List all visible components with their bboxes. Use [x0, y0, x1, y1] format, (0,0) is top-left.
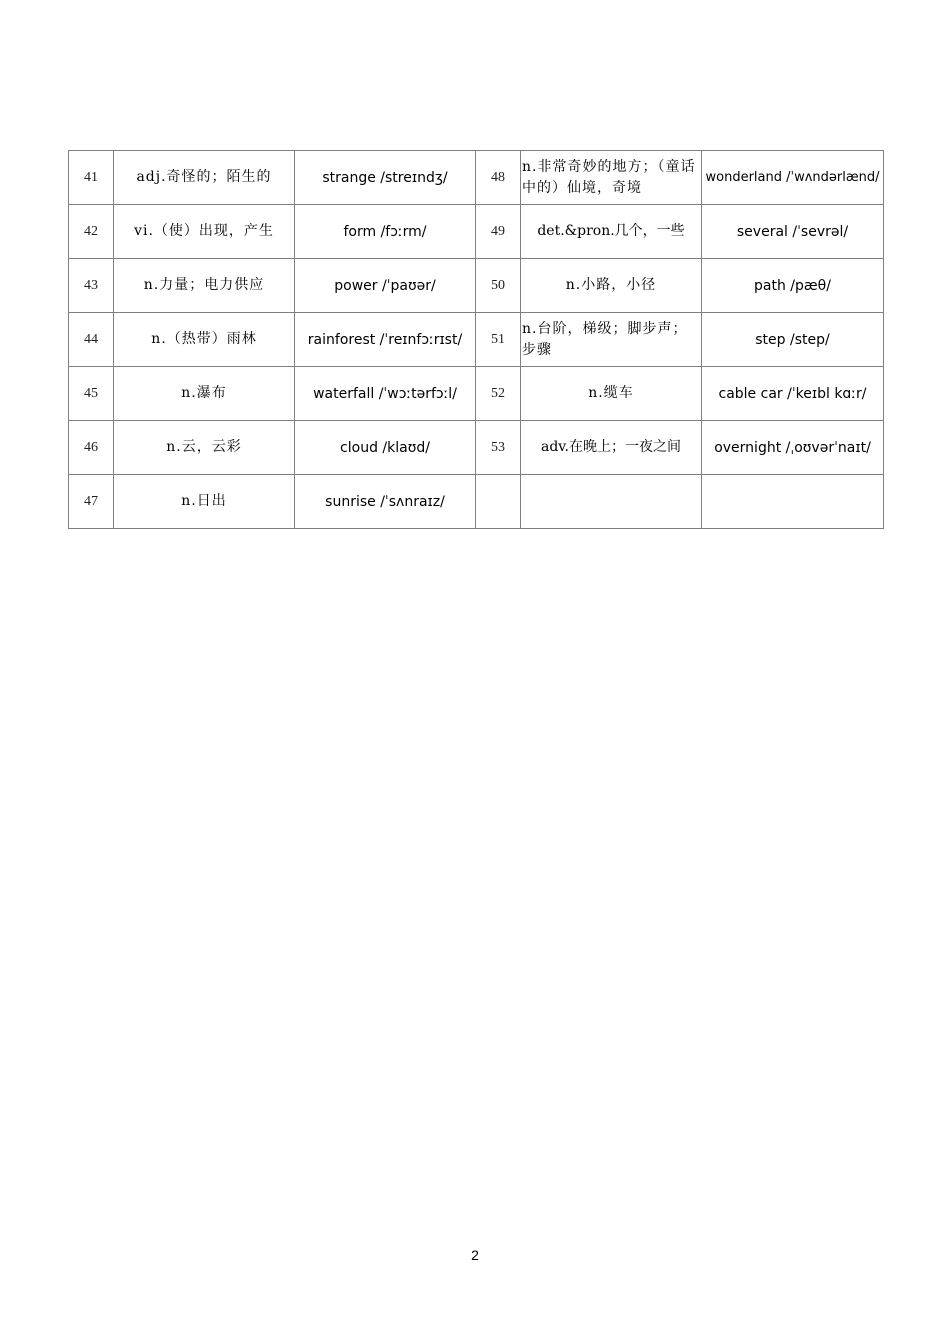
entry-number: 41 [69, 151, 114, 205]
table-row [69, 205, 884, 259]
chinese-meaning: det.&pron.几个，一些 [521, 205, 702, 259]
table-row [69, 421, 884, 475]
chinese-meaning: n.日出 [114, 475, 295, 529]
chinese-meaning: n.（热带）雨林 [114, 313, 295, 367]
table-row [69, 259, 884, 313]
entry-number: 43 [69, 259, 114, 313]
table-row [69, 313, 884, 367]
entry-number: 47 [69, 475, 114, 529]
english-word: overnight /ˌoʊvərˈnaɪt/ [702, 421, 884, 475]
entry-number: 51 [476, 313, 521, 367]
english-word: waterfall /ˈwɔːtərfɔːl/ [295, 367, 476, 421]
chinese-meaning: vi.（使）出现，产生 [114, 205, 295, 259]
entry-number: 52 [476, 367, 521, 421]
chinese-meaning: n.非常奇妙的地方；（童话中的）仙境，奇境 [521, 151, 702, 205]
table-row [69, 475, 884, 529]
english-word: several /ˈsevrəl/ [702, 205, 884, 259]
english-word: step /step/ [702, 313, 884, 367]
entry-number: 50 [476, 259, 521, 313]
english-word: sunrise /ˈsʌnraɪz/ [295, 475, 476, 529]
chinese-meaning: n.力量；电力供应 [114, 259, 295, 313]
english-word: power /ˈpaʊər/ [295, 259, 476, 313]
entry-number: 48 [476, 151, 521, 205]
chinese-meaning: n.台阶，梯级；脚步声；步骤 [521, 313, 702, 367]
entry-number: 53 [476, 421, 521, 475]
table-row [69, 151, 884, 205]
vocabulary-table [68, 150, 884, 529]
entry-number: 44 [69, 313, 114, 367]
empty-cell [521, 475, 702, 529]
chinese-meaning: n.云，云彩 [114, 421, 295, 475]
chinese-meaning: n.瀑布 [114, 367, 295, 421]
english-word: wonderland /ˈwʌndərlænd/ [702, 151, 884, 205]
entry-number: 42 [69, 205, 114, 259]
empty-cell [702, 475, 884, 529]
entry-number: 45 [69, 367, 114, 421]
english-word: rainforest /ˈreɪnfɔːrɪst/ [295, 313, 476, 367]
english-word: form /fɔːrm/ [295, 205, 476, 259]
entry-number: 49 [476, 205, 521, 259]
page-number: 2 [471, 1247, 479, 1263]
english-word: path /pæθ/ [702, 259, 884, 313]
chinese-meaning: n.缆车 [521, 367, 702, 421]
chinese-meaning: n.小路，小径 [521, 259, 702, 313]
chinese-meaning: adv.在晚上；一夜之间 [521, 421, 702, 475]
english-word: cloud /klaʊd/ [295, 421, 476, 475]
empty-cell [476, 475, 521, 529]
table-row [69, 367, 884, 421]
english-word: strange /streɪndʒ/ [295, 151, 476, 205]
chinese-meaning: adj.奇怪的；陌生的 [114, 151, 295, 205]
entry-number: 46 [69, 421, 114, 475]
english-word: cable car /ˈkeɪbl kɑːr/ [702, 367, 884, 421]
